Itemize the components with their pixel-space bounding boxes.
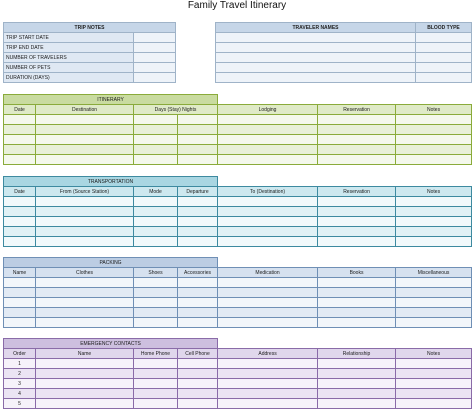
itinerary-col-lodging: Lodging: [218, 105, 318, 115]
order-number: 4: [4, 389, 36, 399]
itinerary-col-destination: Destination: [36, 105, 134, 115]
traveler-names-header: TRAVELER NAMES: [216, 23, 416, 33]
order-number: 3: [4, 379, 36, 389]
emergency-col-name: Name: [36, 349, 134, 359]
table-row: [4, 145, 472, 155]
traveler-name-cell[interactable]: [216, 73, 416, 83]
table-row: [4, 298, 472, 308]
trip-start-date-label: TRIP START DATE: [4, 33, 134, 43]
emergency-col-relationship: Relationship: [318, 349, 396, 359]
itinerary-col-date: Date: [4, 105, 36, 115]
packing-col-miscellaneous: Miscellaneous: [396, 268, 472, 278]
number-of-travelers-field[interactable]: [134, 53, 176, 63]
emergency-col-order: Order: [4, 349, 36, 359]
transportation-col-departure: Departure: [178, 187, 218, 197]
blood-type-header: BLOOD TYPE: [416, 23, 472, 33]
table-row: [4, 207, 472, 217]
packing-col-accessories: Accessories: [178, 268, 218, 278]
page-title: Family Travel Itinerary: [187, 0, 287, 11]
number-of-travelers-label: NUMBER OF TRAVELERS: [4, 53, 134, 63]
table-row: [4, 288, 472, 298]
table-row: [4, 237, 472, 247]
table-row: [4, 135, 472, 145]
table-row: [4, 359, 472, 369]
packing-col-medication: Medication: [218, 268, 318, 278]
blood-type-cell[interactable]: [416, 73, 472, 83]
transportation-col-to: To (Destination): [218, 187, 318, 197]
packing-col-name: Name: [4, 268, 36, 278]
transportation-section-label: TRANSPORTATION: [4, 177, 218, 187]
table-row: [4, 318, 472, 328]
table-row: [4, 197, 472, 207]
traveler-name-cell[interactable]: [216, 53, 416, 63]
emergency-col-cell-phone: Cell Phone: [178, 349, 218, 359]
packing-table: [3, 257, 472, 328]
trip-notes-header: TRIP NOTES: [4, 23, 176, 33]
order-number: 1: [4, 359, 36, 369]
traveler-name-cell[interactable]: [216, 63, 416, 73]
transportation-col-mode: Mode: [134, 187, 178, 197]
table-row: [4, 308, 472, 318]
trip-start-date-field[interactable]: [134, 33, 176, 43]
packing-col-books: Books: [318, 268, 396, 278]
packing-col-clothes: Clothes: [36, 268, 134, 278]
table-row: [4, 217, 472, 227]
duration-days-label: DURATION (DAYS): [4, 73, 134, 83]
trip-end-date-label: TRIP END DATE: [4, 43, 134, 53]
number-of-pets-field[interactable]: [134, 63, 176, 73]
emergency-col-home-phone: Home Phone: [134, 349, 178, 359]
trip-notes-table: [3, 22, 176, 83]
itinerary-section-label: ITINERARY: [4, 95, 218, 105]
table-row: [4, 125, 472, 135]
table-row: [4, 399, 472, 409]
traveler-name-cell[interactable]: [216, 33, 416, 43]
table-row: [4, 227, 472, 237]
traveler-names-table: [215, 22, 472, 83]
transportation-col-reservation: Reservation: [318, 187, 396, 197]
order-number: 2: [4, 369, 36, 379]
table-row: [4, 369, 472, 379]
number-of-pets-label: NUMBER OF PETS: [4, 63, 134, 73]
blood-type-cell[interactable]: [416, 53, 472, 63]
table-row: [4, 389, 472, 399]
table-row: [4, 115, 472, 125]
itinerary-col-notes: Notes: [396, 105, 472, 115]
emergency-col-address: Address: [218, 349, 318, 359]
duration-days-field[interactable]: [134, 73, 176, 83]
itinerary-table: [3, 94, 472, 165]
itinerary-col-reservation: Reservation: [318, 105, 396, 115]
transportation-col-date: Date: [4, 187, 36, 197]
transportation-col-from: From (Source Station): [36, 187, 134, 197]
blood-type-cell[interactable]: [416, 33, 472, 43]
blood-type-cell[interactable]: [416, 63, 472, 73]
packing-col-shoes: Shoes: [134, 268, 178, 278]
traveler-name-cell[interactable]: [216, 43, 416, 53]
table-row: [4, 278, 472, 288]
trip-end-date-field[interactable]: [134, 43, 176, 53]
itinerary-col-days-nights: Days (Stay) Nights: [134, 105, 218, 115]
emergency-col-notes: Notes: [396, 349, 472, 359]
blood-type-cell[interactable]: [416, 43, 472, 53]
transportation-col-notes: Notes: [396, 187, 472, 197]
emergency-contacts-table: [3, 338, 472, 409]
emergency-section-label: EMERGENCY CONTACTS: [4, 339, 218, 349]
transportation-table: [3, 176, 472, 247]
packing-section-label: PACKING: [4, 258, 218, 268]
table-row: [4, 379, 472, 389]
table-row: [4, 155, 472, 165]
order-number: 5: [4, 399, 36, 409]
